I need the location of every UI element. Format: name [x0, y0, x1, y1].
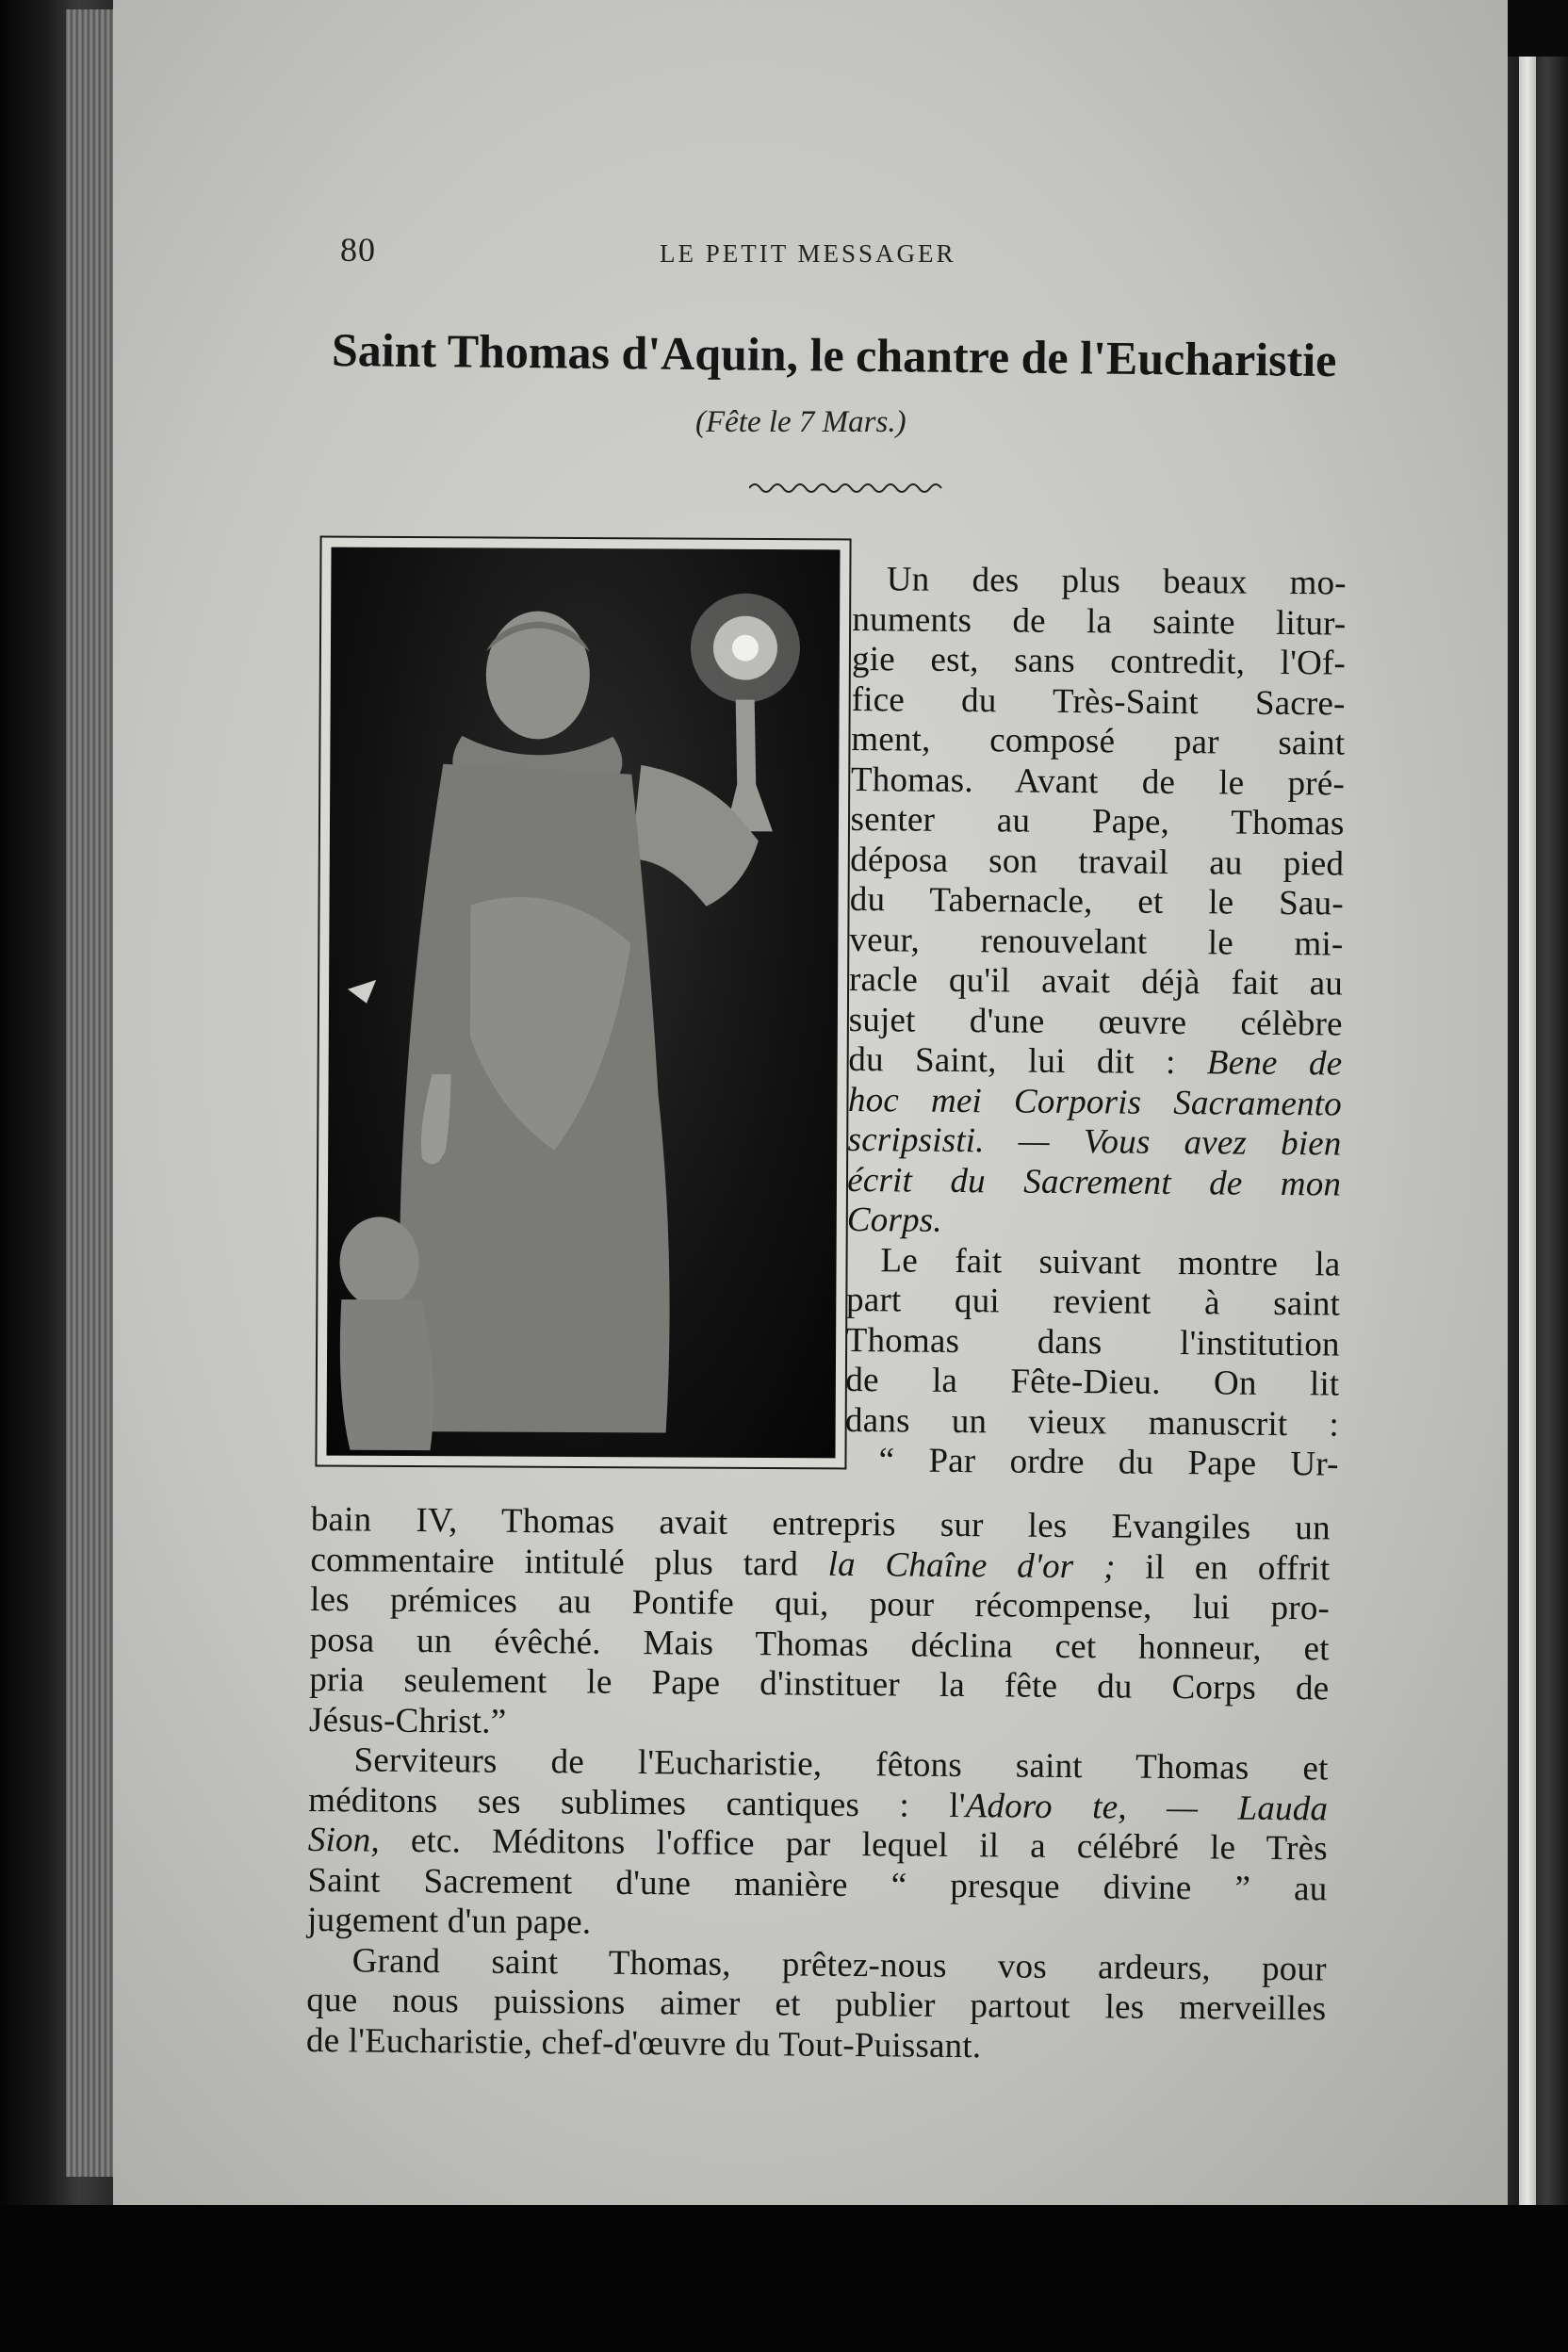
article-subtitle: (Fête le 7 Mars.): [695, 405, 906, 439]
italic-text: Adoro te, — Lauda: [965, 1786, 1329, 1828]
text-line: [848, 1040, 1342, 1085]
roman-text: il en offrit: [1115, 1546, 1331, 1588]
text-line: [850, 840, 1344, 884]
roman-text: ment, composé par saint: [851, 719, 1346, 763]
text-line: [847, 1120, 1341, 1165]
text-line: [852, 640, 1346, 684]
roman-text: dans un vieux manuscrit :: [844, 1400, 1340, 1445]
text-line: [850, 800, 1344, 844]
text-line: [851, 760, 1345, 804]
text-line: [846, 1320, 1340, 1364]
text-line: [849, 1000, 1343, 1044]
roman-text: méditons ses sublimes cantiques : l': [308, 1780, 966, 1825]
text-line: [846, 1240, 1340, 1284]
roman-text: les prémices au Pontife qui, pour récompense, lui pro-: [309, 1579, 1331, 1628]
text-line: [850, 880, 1344, 924]
roman-text: senter au Pape, Thomas: [850, 799, 1345, 843]
roman-text: Jésus-Christ.”: [308, 1700, 507, 1741]
text-line: [844, 1441, 1338, 1485]
roman-text: numents de la sainte litur-: [852, 599, 1347, 644]
italic-text: Sion,: [307, 1820, 381, 1860]
italic-text: hoc mei Corporis Sacramento: [847, 1080, 1343, 1124]
text-line: [851, 720, 1345, 764]
roman-text: jugement d'un pape.: [306, 1900, 592, 1942]
monstrance-icon: [691, 593, 801, 702]
roman-text: de la Fête-Dieu. On lit: [845, 1360, 1340, 1404]
roman-text: etc. Méditons l'office par lequel il a célébré le Très: [379, 1821, 1328, 1869]
text-line: [846, 1281, 1340, 1325]
roman-text: Grand saint Thomas, prêtez-nous vos ardeurs, pour: [351, 1940, 1327, 1988]
article-title: Saint Thomas d'Aquin, le chantre de l'Eucharistie: [331, 323, 1337, 387]
wide-column-text: [306, 1500, 1331, 2069]
scan-background: [0, 2205, 1568, 2352]
roman-text: posa un évêché. Mais Thomas déclina cet honneur, et: [309, 1620, 1330, 1668]
roman-text: veur, renouvelant le mi-: [849, 920, 1344, 964]
italic-text: Bene de: [1206, 1043, 1343, 1084]
text-line: [852, 679, 1346, 724]
text-line: [849, 920, 1343, 964]
text-line: [848, 1080, 1342, 1124]
statue-photo-frame: [315, 536, 851, 1470]
roman-text: que nous puissions aimer et publier partout les merveilles: [306, 1980, 1327, 2029]
text-line: [849, 960, 1343, 1004]
roman-text: Thomas dans l'institution: [845, 1320, 1340, 1364]
roman-text: de l'Eucharistie, chef-d'œuvre du Tout-Puissant.: [305, 2020, 982, 2066]
saint-thomas-statue-photo: [326, 547, 840, 1459]
roman-text: gie est, sans contredit, l'Of-: [851, 639, 1347, 683]
text-line: [845, 1361, 1339, 1405]
roman-text: Serviteurs de l'Eucharistie, fêtons saint Thomas et: [353, 1740, 1329, 1788]
roman-text: déposa son travail au pied: [850, 840, 1345, 884]
text-line: [847, 1160, 1341, 1204]
italic-text: scripsisti. — Vous avez bien: [847, 1119, 1342, 1164]
roman-text: Le fait suivant montre la: [880, 1240, 1341, 1284]
text-line: [853, 560, 1347, 604]
wavy-rule-ornament: [749, 479, 947, 498]
roman-text: du Tabernacle, et le Sau-: [849, 879, 1345, 923]
roman-text: pria seulement le Pape d'instituer la fête du Corps de: [309, 1659, 1330, 1708]
roman-text: commentaire intitulé plus tard: [310, 1540, 828, 1584]
roman-text: fice du Très-Saint Sacre-: [851, 679, 1346, 724]
narrow-column-text: [844, 560, 1347, 1485]
roman-text: bain IV, Thomas avait entrepris sur les Evangiles un: [310, 1500, 1331, 1548]
roman-text: Thomas. Avant de le pré-: [850, 760, 1346, 804]
roman-text: Saint Sacrement d'une manière “ presque divine ” au: [307, 1860, 1328, 1908]
roman-text: du Saint, lui dit :: [848, 1039, 1208, 1083]
roman-text: “ Par ordre du Pape Ur-: [878, 1441, 1339, 1484]
adjacent-page-strip: [1519, 57, 1536, 2318]
roman-text: part qui revient à saint: [845, 1280, 1341, 1324]
italic-text: la Chaîne d'or ;: [827, 1544, 1116, 1586]
running-head: LE PETIT MESSAGER: [660, 239, 956, 268]
roman-text: Un des plus beaux mo-: [886, 560, 1347, 603]
text-line: [845, 1400, 1339, 1445]
italic-text: écrit du Sacrement de mon: [847, 1160, 1342, 1204]
page-number: 80: [340, 231, 376, 269]
text-line: [847, 1200, 1341, 1245]
roman-text: sujet d'une œuvre célèbre: [848, 1000, 1343, 1044]
statue-illustration: [326, 547, 840, 1459]
text-line: [852, 599, 1346, 644]
italic-text: Corps.: [846, 1200, 942, 1240]
roman-text: racle qu'il avait déjà fait au: [848, 959, 1344, 1004]
